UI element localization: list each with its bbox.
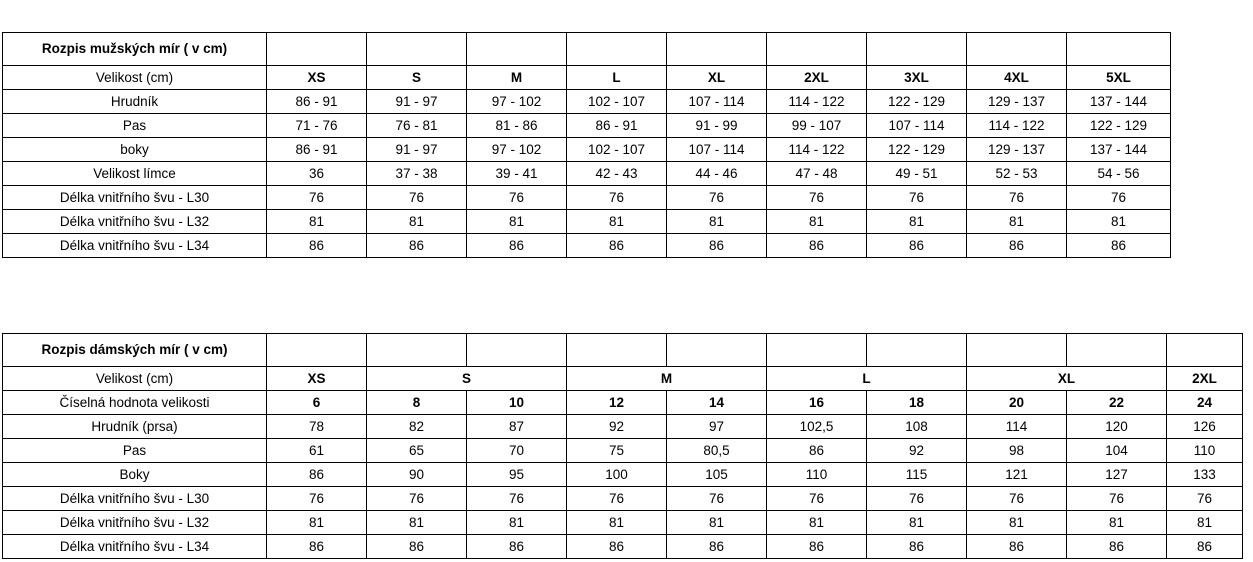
- row-value: 110: [1167, 439, 1243, 463]
- row-value: 80,5: [667, 439, 767, 463]
- row-value: 86: [967, 234, 1067, 258]
- mens-size-table: [2, 32, 1171, 258]
- womens-header-l: L: [767, 367, 967, 391]
- row-value: 78: [267, 415, 367, 439]
- row-value: 76: [567, 186, 667, 210]
- blank-cell: [667, 334, 767, 367]
- blank-cell: [467, 33, 567, 66]
- row-value: 76 - 81: [367, 114, 467, 138]
- row-value: 76: [767, 186, 867, 210]
- row-value: 76: [367, 186, 467, 210]
- row-value: 81: [267, 511, 367, 535]
- table-row: [3, 511, 1243, 535]
- row-value: 86: [967, 535, 1067, 559]
- row-value: 76: [667, 487, 767, 511]
- blank-cell: [767, 33, 867, 66]
- row-value: 86: [767, 234, 867, 258]
- row-value: 76: [1067, 186, 1171, 210]
- row-value: 24: [1167, 391, 1243, 415]
- womens-header-s: S: [367, 367, 567, 391]
- row-value: 114 - 122: [767, 90, 867, 114]
- womens-header-2xl: 2XL: [1167, 367, 1243, 391]
- row-value: 76: [667, 186, 767, 210]
- row-value: 90: [367, 463, 467, 487]
- row-value: 76: [967, 186, 1067, 210]
- row-value: 122 - 129: [1067, 114, 1171, 138]
- row-label: Pas: [3, 439, 267, 463]
- row-value: 75: [567, 439, 667, 463]
- row-value: 81: [467, 511, 567, 535]
- row-value: 81: [567, 511, 667, 535]
- table-row: [3, 234, 1171, 258]
- table-row: [3, 114, 1171, 138]
- row-value: 81: [967, 210, 1067, 234]
- row-value: 86: [267, 535, 367, 559]
- row-label: Délka vnitřního švu - L34: [3, 234, 267, 258]
- row-value: 81: [1167, 511, 1243, 535]
- row-value: 81: [467, 210, 567, 234]
- row-value: 95: [467, 463, 567, 487]
- mens-header-xl: XL: [667, 66, 767, 90]
- row-value: 86: [767, 439, 867, 463]
- row-label: Délka vnitřního švu - L34: [3, 535, 267, 559]
- row-value: 76: [767, 487, 867, 511]
- row-value: 114 - 122: [767, 138, 867, 162]
- row-value: 107 - 114: [667, 138, 767, 162]
- row-value: 81: [667, 511, 767, 535]
- row-value: 104: [1067, 439, 1167, 463]
- table-row: [3, 162, 1171, 186]
- row-label: Délka vnitřního švu - L32: [3, 210, 267, 234]
- row-value: 98: [967, 439, 1067, 463]
- row-value: 76: [467, 186, 567, 210]
- row-value: 76: [967, 487, 1067, 511]
- row-value: 107 - 114: [867, 114, 967, 138]
- mens-header-2xl: 2XL: [767, 66, 867, 90]
- row-label: Číselná hodnota velikosti: [3, 391, 267, 415]
- row-value: 91 - 99: [667, 114, 767, 138]
- row-value: 76: [1067, 487, 1167, 511]
- womens-header-row: [3, 367, 1243, 391]
- blank-cell: [567, 33, 667, 66]
- row-label: Hrudník (prsa): [3, 415, 267, 439]
- row-value: 97 - 102: [467, 138, 567, 162]
- table-row: [3, 138, 1171, 162]
- mens-table-title: Rozpis mužských mír ( v cm): [3, 33, 267, 66]
- row-value: 137 - 144: [1067, 90, 1171, 114]
- row-value: 70: [467, 439, 567, 463]
- row-value: 61: [267, 439, 367, 463]
- row-value: 102 - 107: [567, 90, 667, 114]
- row-label: Velikost límce: [3, 162, 267, 186]
- row-value: 110: [767, 463, 867, 487]
- row-label: Boky: [3, 463, 267, 487]
- blank-cell: [967, 334, 1067, 367]
- row-value: 39 - 41: [467, 162, 567, 186]
- row-label: Délka vnitřního švu - L30: [3, 186, 267, 210]
- row-value: 86: [467, 234, 567, 258]
- row-value: 81: [767, 511, 867, 535]
- row-value: 81: [1067, 210, 1171, 234]
- table-row: [3, 415, 1243, 439]
- row-value: 86: [767, 535, 867, 559]
- row-value: 86: [1167, 535, 1243, 559]
- row-value: 86: [567, 234, 667, 258]
- row-value: 52 - 53: [967, 162, 1067, 186]
- row-label: Délka vnitřního švu - L30: [3, 487, 267, 511]
- row-value: 16: [767, 391, 867, 415]
- row-label: Hrudník: [3, 90, 267, 114]
- row-value: 114 - 122: [967, 114, 1067, 138]
- row-value: 76: [267, 487, 367, 511]
- row-value: 82: [367, 415, 467, 439]
- row-value: 86: [267, 463, 367, 487]
- row-value: 49 - 51: [867, 162, 967, 186]
- blank-cell: [267, 334, 367, 367]
- row-value: 76: [867, 487, 967, 511]
- row-value: 86: [667, 234, 767, 258]
- mens-header-l: L: [567, 66, 667, 90]
- row-value: 87: [467, 415, 567, 439]
- womens-header-xs: XS: [267, 367, 367, 391]
- row-value: 81: [367, 511, 467, 535]
- row-value: 81: [567, 210, 667, 234]
- blank-cell: [967, 33, 1067, 66]
- row-value: 102 - 107: [567, 138, 667, 162]
- row-value: 81: [367, 210, 467, 234]
- blank-cell: [1167, 334, 1243, 367]
- row-value: 86: [867, 234, 967, 258]
- womens-size-table: [2, 333, 1243, 559]
- blank-cell: [367, 33, 467, 66]
- row-value: 81: [867, 210, 967, 234]
- row-value: 92: [567, 415, 667, 439]
- row-value: 71 - 76: [267, 114, 367, 138]
- row-value: 102,5: [767, 415, 867, 439]
- row-value: 81: [267, 210, 367, 234]
- row-value: 122 - 129: [867, 90, 967, 114]
- row-value: 10: [467, 391, 567, 415]
- table-row: [3, 90, 1171, 114]
- row-value: 86: [567, 535, 667, 559]
- row-value: 8: [367, 391, 467, 415]
- row-value: 86 - 91: [267, 90, 367, 114]
- row-value: 86: [667, 535, 767, 559]
- row-value: 36: [267, 162, 367, 186]
- row-value: 22: [1067, 391, 1167, 415]
- row-value: 12: [567, 391, 667, 415]
- blank-cell: [367, 334, 467, 367]
- womens-table-title: Rozpis dámských mír ( v cm): [3, 334, 267, 367]
- row-value: 20: [967, 391, 1067, 415]
- row-value: 97 - 102: [467, 90, 567, 114]
- mens-header-velikost: Velikost (cm): [3, 66, 267, 90]
- blank-cell: [667, 33, 767, 66]
- blank-cell: [567, 334, 667, 367]
- row-value: 120: [1067, 415, 1167, 439]
- row-value: 91 - 97: [367, 90, 467, 114]
- row-value: 115: [867, 463, 967, 487]
- table-row: [3, 535, 1243, 559]
- womens-title-row: [3, 334, 1243, 367]
- row-label: boky: [3, 138, 267, 162]
- womens-header-m: M: [567, 367, 767, 391]
- row-value: 81: [967, 511, 1067, 535]
- row-label: Délka vnitřního švu - L32: [3, 511, 267, 535]
- blank-cell: [1067, 334, 1167, 367]
- row-value: 86: [367, 234, 467, 258]
- table-row: [3, 487, 1243, 511]
- row-value: 65: [367, 439, 467, 463]
- row-value: 86: [1067, 535, 1167, 559]
- row-value: 86: [367, 535, 467, 559]
- row-value: 100: [567, 463, 667, 487]
- row-value: 121: [967, 463, 1067, 487]
- row-value: 18: [867, 391, 967, 415]
- row-value: 122 - 129: [867, 138, 967, 162]
- womens-header-velikost: Velikost (cm): [3, 367, 267, 391]
- mens-header-s: S: [367, 66, 467, 90]
- mens-header-5xl: 5XL: [1067, 66, 1171, 90]
- row-value: 126: [1167, 415, 1243, 439]
- row-value: 76: [1167, 487, 1243, 511]
- row-value: 137 - 144: [1067, 138, 1171, 162]
- row-value: 86: [267, 234, 367, 258]
- row-label: Pas: [3, 114, 267, 138]
- table-row: [3, 463, 1243, 487]
- row-value: 97: [667, 415, 767, 439]
- mens-header-m: M: [467, 66, 567, 90]
- row-value: 86 - 91: [567, 114, 667, 138]
- mens-title-row: [3, 33, 1171, 66]
- row-value: 81: [767, 210, 867, 234]
- row-value: 129 - 137: [967, 138, 1067, 162]
- row-value: 76: [467, 487, 567, 511]
- row-value: 76: [867, 186, 967, 210]
- row-value: 86: [467, 535, 567, 559]
- table-row: [3, 186, 1171, 210]
- row-value: 86: [1067, 234, 1171, 258]
- mens-header-xs: XS: [267, 66, 367, 90]
- table-row: [3, 210, 1171, 234]
- mens-header-3xl: 3XL: [867, 66, 967, 90]
- row-value: 105: [667, 463, 767, 487]
- row-value: 133: [1167, 463, 1243, 487]
- table-row: [3, 439, 1243, 463]
- mens-header-4xl: 4XL: [967, 66, 1067, 90]
- row-value: 47 - 48: [767, 162, 867, 186]
- row-value: 44 - 46: [667, 162, 767, 186]
- row-value: 81: [667, 210, 767, 234]
- blank-cell: [267, 33, 367, 66]
- row-value: 76: [367, 487, 467, 511]
- row-value: 91 - 97: [367, 138, 467, 162]
- row-value: 129 - 137: [967, 90, 1067, 114]
- row-value: 76: [567, 487, 667, 511]
- row-value: 42 - 43: [567, 162, 667, 186]
- table-row: [3, 391, 1243, 415]
- blank-cell: [867, 33, 967, 66]
- blank-cell: [1067, 33, 1171, 66]
- row-value: 127: [1067, 463, 1167, 487]
- row-value: 37 - 38: [367, 162, 467, 186]
- row-value: 86 - 91: [267, 138, 367, 162]
- mens-header-row: [3, 66, 1171, 90]
- row-value: 81 - 86: [467, 114, 567, 138]
- row-value: 99 - 107: [767, 114, 867, 138]
- row-value: 14: [667, 391, 767, 415]
- row-value: 86: [867, 535, 967, 559]
- row-value: 6: [267, 391, 367, 415]
- row-value: 108: [867, 415, 967, 439]
- row-value: 107 - 114: [667, 90, 767, 114]
- row-value: 114: [967, 415, 1067, 439]
- womens-header-xl: XL: [967, 367, 1167, 391]
- blank-cell: [867, 334, 967, 367]
- blank-cell: [467, 334, 567, 367]
- row-value: 92: [867, 439, 967, 463]
- row-value: 81: [1067, 511, 1167, 535]
- row-value: 54 - 56: [1067, 162, 1171, 186]
- row-value: 76: [267, 186, 367, 210]
- blank-cell: [767, 334, 867, 367]
- row-value: 81: [867, 511, 967, 535]
